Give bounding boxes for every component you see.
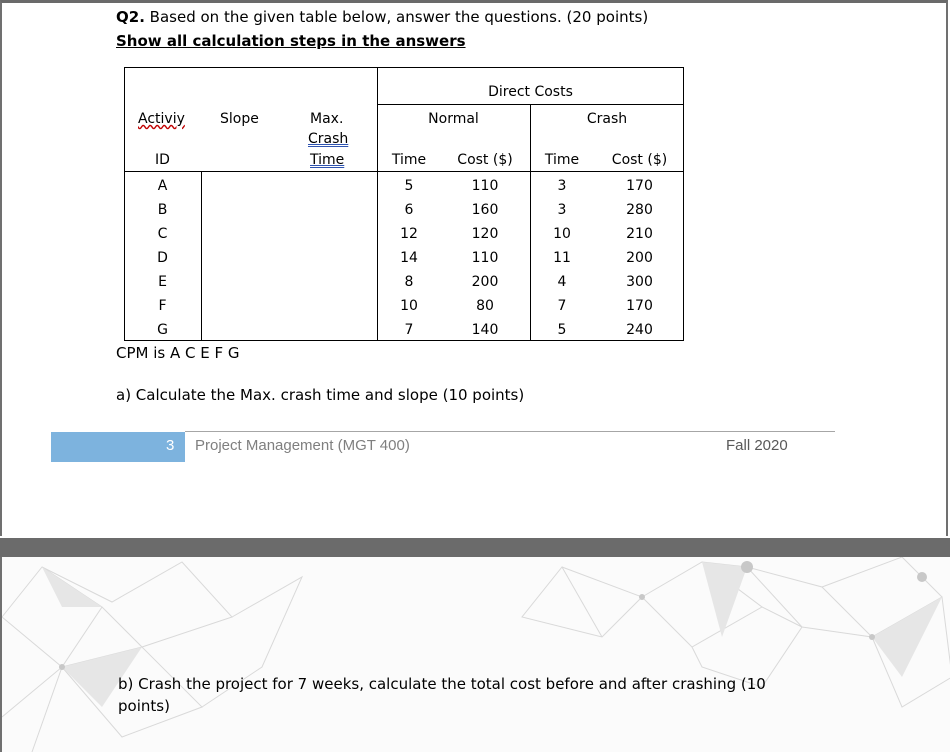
header-max-line2: Crash — [308, 131, 349, 147]
normal-time: 7 — [404, 322, 414, 338]
footer-rule — [185, 431, 835, 432]
crash-time: 11 — [553, 250, 571, 266]
activity-table — [124, 67, 684, 341]
normal-time: 5 — [404, 178, 414, 194]
row-id: C — [157, 226, 168, 242]
document-page-2 — [0, 557, 950, 752]
normal-time: 14 — [400, 250, 418, 266]
footer-term: Fall 2020 — [726, 437, 788, 454]
normal-cost: 140 — [471, 322, 499, 338]
crash-time: 3 — [557, 202, 567, 218]
header-normal-time: Time — [391, 152, 427, 168]
row-id: A — [157, 178, 168, 194]
normal-time: 6 — [404, 202, 414, 218]
crash-cost: 240 — [626, 322, 653, 338]
header-crash: Crash — [586, 111, 628, 127]
crash-time: 4 — [557, 274, 567, 290]
footer-page-number: 3 — [166, 437, 175, 454]
question-title — [116, 8, 648, 26]
page-gap — [0, 538, 950, 557]
crash-cost: 200 — [626, 250, 653, 266]
normal-cost: 120 — [471, 226, 499, 242]
header-max-line1: Max. — [310, 111, 344, 127]
header-normal-cost: Cost ($) — [457, 152, 513, 168]
question-instruction: Show all calculation steps in the answers — [116, 32, 466, 50]
footer-course: Project Management (MGT 400) — [195, 437, 410, 454]
crash-cost: 170 — [626, 298, 653, 314]
crash-time: 10 — [553, 226, 571, 242]
crash-cost: 170 — [626, 178, 653, 194]
row-id: F — [158, 298, 167, 314]
question-prompt: Based on the given table below, answer the questions. (20 points) — [149, 8, 649, 26]
crash-cost: 210 — [626, 226, 653, 242]
header-crash-time: Time — [544, 152, 580, 168]
header-slope: Slope — [220, 111, 259, 127]
normal-cost: 110 — [471, 178, 499, 194]
part-b-question: b) Crash the project for 7 weeks, calculate the total cost before and after crashing (10 points) — [118, 675, 766, 715]
header-id: ID — [155, 152, 170, 168]
crash-cost: 280 — [626, 202, 653, 218]
normal-cost: 110 — [471, 250, 499, 266]
row-id: E — [158, 274, 167, 290]
part-a-question: a) Calculate the Max. crash time and slope (10 points) — [116, 386, 525, 404]
question-number: Q2. — [116, 8, 145, 26]
row-id: D — [157, 250, 168, 266]
footer-accent-block — [51, 432, 185, 462]
crash-cost: 300 — [626, 274, 653, 290]
background-network-pattern — [2, 557, 950, 752]
normal-cost: 160 — [471, 202, 499, 218]
row-id: B — [157, 202, 168, 218]
header-crash-cost: Cost ($) — [611, 152, 668, 168]
crash-time: 3 — [557, 178, 567, 194]
normal-time: 8 — [404, 274, 414, 290]
normal-cost: 200 — [471, 274, 499, 290]
normal-cost: 80 — [476, 298, 494, 314]
header-direct-costs: Direct Costs — [488, 84, 573, 100]
crash-time: 7 — [557, 298, 567, 314]
header-activity: Activiy — [138, 111, 185, 127]
header-normal: Normal — [428, 111, 479, 127]
row-id: G — [157, 322, 168, 338]
normal-time: 10 — [400, 298, 418, 314]
cpm-text: CPM is A C E F G — [116, 344, 240, 362]
header-max-line3: Time — [310, 152, 345, 168]
crash-time: 5 — [557, 322, 567, 338]
normal-time: 12 — [400, 226, 418, 242]
